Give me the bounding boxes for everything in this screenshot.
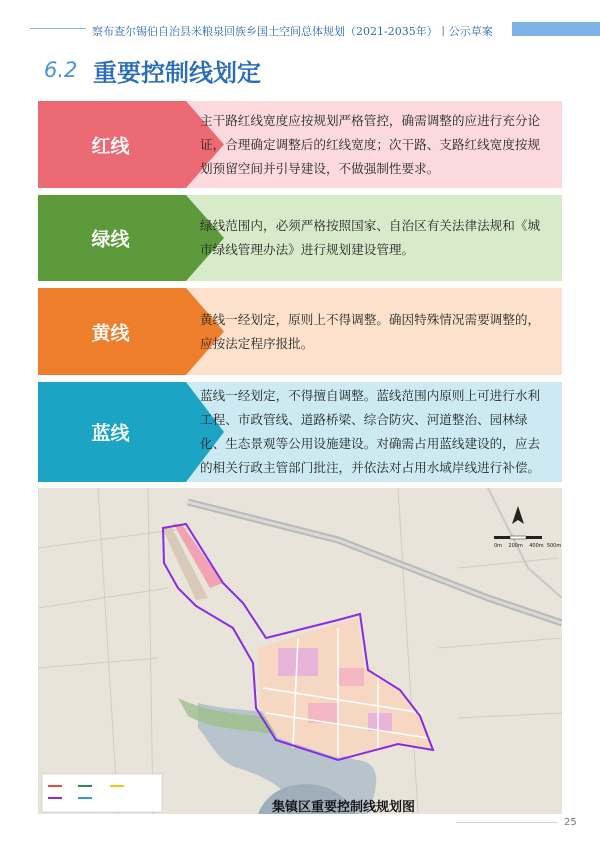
section-number: 6.2 <box>44 58 78 82</box>
map-graphic <box>38 488 562 814</box>
row-label: 绿线 <box>91 228 130 251</box>
control-line-plan-map <box>38 488 562 814</box>
control-line-row-yellow <box>38 288 562 375</box>
row-label: 蓝线 <box>91 422 130 445</box>
header-tab-decoration <box>512 22 600 36</box>
control-line-row-green <box>38 195 562 281</box>
map-legend <box>42 774 162 812</box>
section-title: 重要控制线划定 <box>93 59 261 87</box>
row-description: 黄线一经划定，原则上不得调整。确因特殊情况需要调整的，应按法定程序报批。 <box>200 311 541 351</box>
page-number: 25 <box>564 817 577 828</box>
row-label: 黄线 <box>91 322 130 344</box>
header-rule <box>30 28 86 29</box>
control-line-row-red <box>38 101 562 188</box>
footer-rule <box>456 822 558 823</box>
row-label: 红线 <box>91 135 130 157</box>
document-header: 察布查尔锡伯自治县米粮泉回族乡国土空间总体规划（2021-2035年）丨公示草案 <box>92 25 493 38</box>
scale-labels: 0m 200m 400m 500m <box>494 543 562 549</box>
row-description: 绿线范围内，必须严格按照国家、自治区有关法律法规和《城市绿线管理办法》进行规划建设管理。 <box>200 218 541 257</box>
row-description: 蓝线一经划定，不得擅自调整。蓝线范围内原则上可进行水利工程、市政管线、道路桥梁、综合防灾、河道整治、园林绿化、生态景观等公用设施建设。对确需占用蓝线建设的，应去的相关行政主管部门批注，并依法对占用水域岸线进行补偿。 <box>200 388 541 475</box>
map-caption: 集镇区重要控制线规划图 <box>272 800 416 815</box>
row-description: 主干路红线宽度应按规划严格管控，确需调整的应进行充分论证，合理确定调整后的红线宽度；次干路、支路红线宽度按规划预留空间并引导建设，不做强制性要求。 <box>200 112 541 176</box>
scale-bar <box>494 536 542 539</box>
control-line-row-blue <box>38 382 562 482</box>
